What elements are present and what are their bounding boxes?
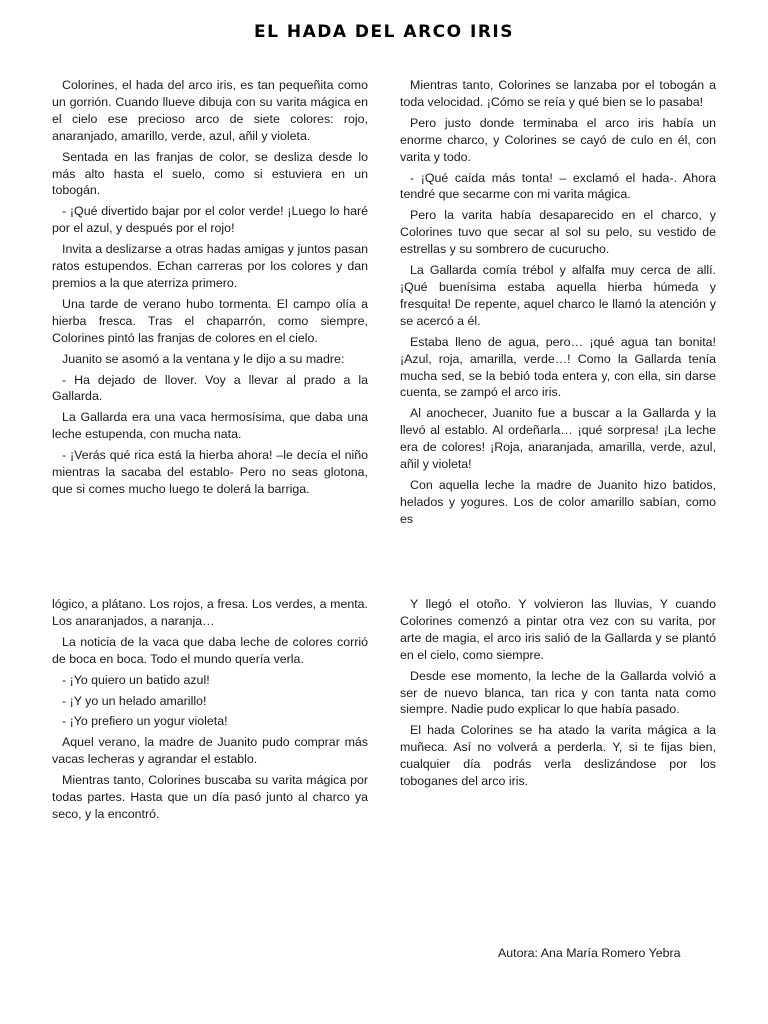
paragraph: Desde ese momento, la leche de la Gallarda volvió a ser de nuevo blanca, tan rica y con tanta nata como siempre. Nadie pudo explicar lo que había pasado. <box>400 668 716 717</box>
dialogue-line: - ¡Yo prefiero un yogur violeta! <box>62 714 228 729</box>
dialogue-line: - ¡Yo quiero un batido azul! <box>62 672 210 687</box>
paragraph: - ¡Verás qué rica está la hierba ahora! –le decía el niño mientras la sacaba del establo- Pero no seas glotona, que si comes mucho luego te dolerá la barriga. <box>52 448 368 496</box>
paragraph: El hada Colorines se ha atado la varita mágica a la muñeca. Así no volverá a perderla. Y, si te fijas bien, cualquier día podrás verla deslizándose por los toboganes del arco iris. <box>400 723 716 789</box>
paragraph: Invita a deslizarse a otras hadas amigas y juntos pasan ratos estupendos. Echan carreras por los colores y dan premios a la que aterriza primero. <box>52 242 368 290</box>
paragraph: Una tarde de verano hubo tormenta. El campo olía a hierba fresca. Tras el chaparrón, como siempre, Colorines pintó las franjas de colores en el cielo. <box>52 296 368 345</box>
paragraph: Aquel verano, la madre de Juanito pudo comprar más vacas lecheras y agrandar el establo. <box>52 735 368 767</box>
paragraph: lógico, a plátano. Los rojos, a fresa. Los verdes, a menta. Los anaranjados, a naranja… <box>52 597 368 628</box>
text-column-1 <box>52 77 368 502</box>
paragraph: Colorines, el hada del arco iris, es tan pequeñita como un gorrión. Cuando llueve dibuja con su varita mágica en el cielo ese precioso arco de siete colores: rojo, anaranjado, amarillo, verde, azul, añil y violeta. <box>52 78 368 143</box>
text-column-2 <box>400 77 716 532</box>
paragraph: Sentada en las franjas de color, se desliza desde lo más alto hasta el suelo, como si estuviera en un tobogán. <box>52 149 368 198</box>
dialogue-line: - ¡Y yo un helado amarillo! <box>62 693 207 708</box>
paragraph: Y llegó el otoño. Y volvieron las lluvias, Y cuando Colorines comenzó a pintar otra vez con su varita, por arte de magia, el arco iris salió de la Gallarda y se plantó en el cielo, como siempre. <box>400 597 716 662</box>
paragraph: - ¡Qué caída más tonta! – exclamó el hada-. Ahora tendré que secarme con mi varita mágica. <box>400 170 716 202</box>
paragraph: Estaba lleno de agua, pero… ¡qué agua tan bonita! ¡Azul, roja, amarilla, verde…! Como la Gallarda tenía mucha sed, se la bebió toda entera y, con ella, sin darse cuenta, se zampó el arco iris. <box>400 334 716 400</box>
paragraph: Mientras tanto, Colorines se lanzaba por el tobogán a toda velocidad. ¡Cómo se reía y qué bien se lo pasaba! <box>400 78 716 109</box>
paragraph: La Gallarda comía trébol y alfalfa muy cerca de allí. ¡Qué buenísima estaba aquella hierba húmeda y fresquita! De repente, aquel charco le llamó la atención y se acercó a él. <box>400 263 716 328</box>
author-credit: Autora: Ana María Romero Yebra <box>498 946 681 960</box>
paragraph: - ¡Qué divertido bajar por el color verde! ¡Luego lo haré por el azul, y después por el rojo! <box>52 204 368 236</box>
paragraph: - Ha dejado de llover. Voy a llevar al prado a la Gallarda. <box>52 372 368 404</box>
paragraph: Pero la varita había desaparecido en el charco, y Colorines tuvo que secar al sol su pelo, su vestido de estrellas y su sombrero de cucurucho. <box>400 208 716 257</box>
paragraph: Mientras tanto, Colorines buscaba su varita mágica por todas partes. Hasta que un día pasó junto al charco ya seco, y la encontró. <box>52 773 368 821</box>
paragraph: Con aquella leche la madre de Juanito hizo batidos, helados y yogures. Los de color amarillo sabían, como es <box>400 477 716 526</box>
paragraph: Juanito se asomó a la ventana y le dijo a su madre: <box>62 351 345 366</box>
text-column-4 <box>400 596 716 794</box>
paragraph: La noticia de la vaca que daba leche de colores corrió de boca en boca. Todo el mundo quería verla. <box>52 634 368 666</box>
text-column-3 <box>52 596 368 827</box>
paragraph: La Gallarda era una vaca hermosísima, que daba una leche estupenda, con mucha nata. <box>52 410 368 442</box>
paragraph: Al anochecer, Juanito fue a buscar a la Gallarda y la llevó al establo. Al ordeñarla… ¡qué sorpresa! ¡La leche era de colores! ¡Roja, anaranjada, amarilla, verde, azul, añil y violeta! <box>400 406 716 472</box>
paragraph: Pero justo donde terminaba el arco iris había un enorme charco, y Colorines se cayó de culo en él, con varita y todo. <box>400 115 716 164</box>
story-title: EL HADA DEL ARCO IRIS <box>254 22 514 42</box>
